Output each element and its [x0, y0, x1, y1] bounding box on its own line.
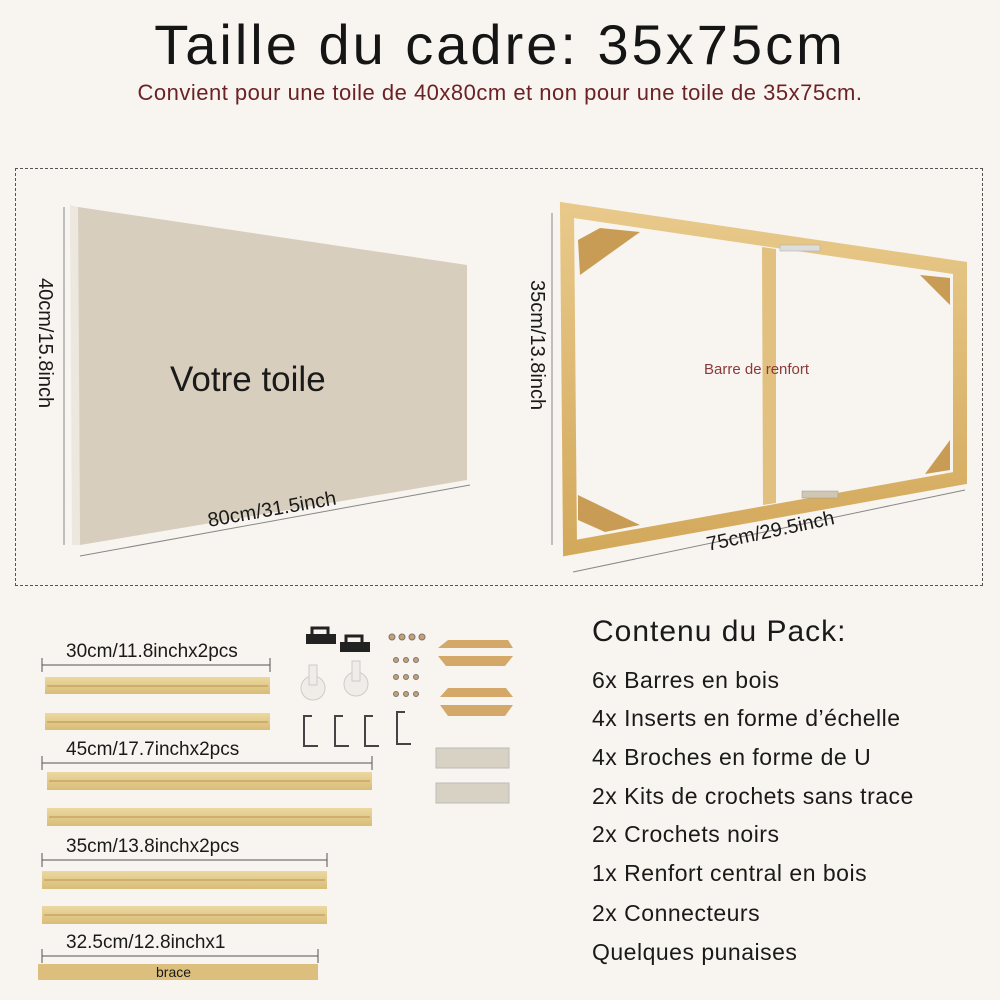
pack-item: 2x Connecteurs: [592, 900, 761, 926]
adhesive-hooks-icon: [301, 661, 368, 700]
pack-item: 4x Inserts en forme d’échelle: [592, 705, 901, 731]
brace-label: brace: [156, 964, 192, 980]
pack-item: Quelques punaises: [592, 939, 798, 965]
brace-bar-label: Barre de renfort: [704, 361, 810, 378]
frame-width-label: 75cm/29.5inch: [704, 507, 837, 556]
bar-label: 30cm/11.8inchx2pcs: [66, 641, 238, 662]
canvas-width-label: 80cm/31.5inch: [206, 487, 338, 532]
canvas-height-label: 40cm/15.8inch: [34, 278, 56, 409]
connector-plates-icon: [436, 748, 509, 803]
pack-item: 2x Kits de crochets sans trace: [592, 783, 914, 809]
ladder-inserts-icon: [438, 640, 513, 716]
page-title: Taille du cadre: 35x75cm: [154, 13, 846, 76]
pack-item: 1x Renfort central en bois: [592, 860, 868, 886]
bar-label: 45cm/17.7inchx2pcs: [66, 739, 240, 760]
pack-title: Contenu du Pack:: [592, 615, 847, 648]
black-hooks-icon: [306, 628, 370, 652]
tacks-icon: [389, 634, 425, 697]
frame-height-label: 35cm/13.8inch: [526, 280, 548, 411]
u-pins-icon: [304, 712, 411, 746]
page-subtitle: Convient pour une toile de 40x80cm et non pour une toile de 35x75cm.: [137, 80, 863, 105]
pack-item: 6x Barres en bois: [592, 667, 780, 693]
bar-label: 32.5cm/12.8inchx1: [66, 932, 226, 953]
bar-label: 35cm/13.8inchx2pcs: [66, 836, 240, 857]
pack-item: 4x Broches en forme de U: [592, 744, 872, 770]
pack-item: 2x Crochets noirs: [592, 821, 780, 847]
canvas-label: Votre toile: [170, 360, 326, 399]
frame-illustration: [552, 210, 965, 572]
